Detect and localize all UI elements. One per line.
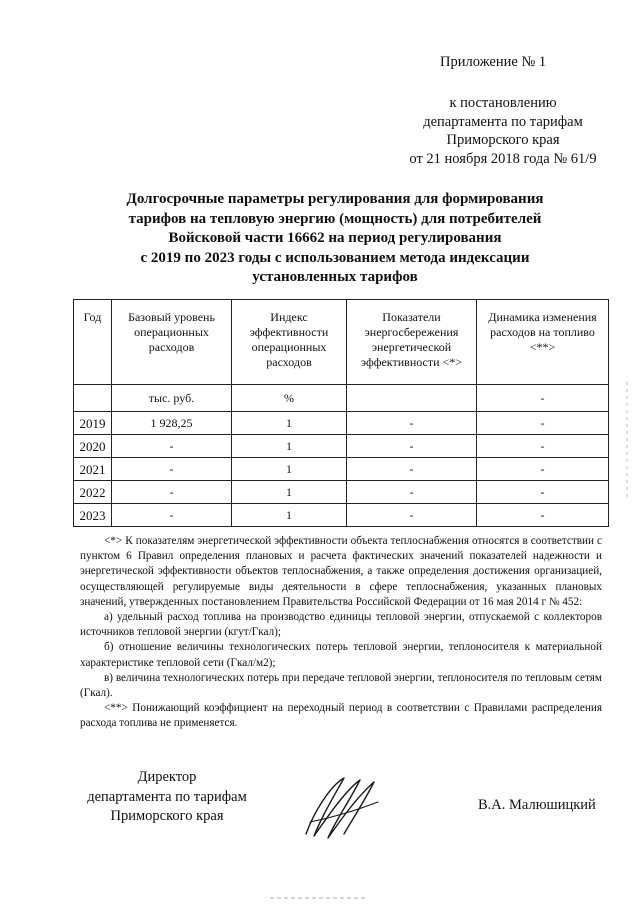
footnote-paragraph: а) удельный расход топлива на производство единицы тепловой энергии, отпускаемой с коллекторов источников тепловой энергии (кгут/Гкал); [80,611,602,639]
units-cell: тыс. руб. [112,385,232,412]
year-cell: 2020 [74,435,112,458]
table-cell: - [477,412,609,435]
table-cell: - [347,435,477,458]
footnotes [80,534,602,732]
table-cell: - [477,458,609,481]
decree-line: к постановлению [449,95,557,111]
table-cell: - [112,504,232,527]
footnote-paragraph: б) отношение величины технологических потерь тепловой энергии, теплоносителя к материальной характеристике тепловой сети (Гкал/м2); [80,641,602,669]
position-line: департамента по тарифам [87,788,247,805]
units-cell [347,385,477,412]
document-title [100,190,570,288]
header-cell-year: Год [74,300,112,385]
table-cell: 1 [232,412,347,435]
table-row [74,481,609,504]
table-row [74,412,609,435]
position-line: Директор [137,769,197,785]
header-cell-fuel-dynamics: Динамика изменения расходов на топливо <**> [477,300,609,385]
table-cell: 1 [232,504,347,527]
year-cell: 2022 [74,481,112,504]
table-cell: 1 [232,435,347,458]
header-cell-base-costs: Базовый уровень операционных расходов [112,300,232,385]
table-cell: - [112,481,232,504]
decree-reference [388,94,618,168]
title-line: Войсковой части 16662 на период регулирования [168,230,502,246]
table-cell: - [477,481,609,504]
year-cell: 2021 [74,458,112,481]
units-cell: % [232,385,347,412]
signatory-position [72,768,262,827]
header-cell-energy-saving: Показатели энергосбережения энергетической эффективности <*> [347,300,477,385]
title-line: установленных тарифов [252,269,418,285]
decree-line: департамента по тарифам [423,113,583,130]
table-header-row [74,300,609,385]
units-cell [74,385,112,412]
signatory-name: В.А. Малюшицкий [478,797,596,813]
footnote-paragraph: в) величина технологических потерь при передаче тепловой энергии, теплоносителя по тепловым сетям (Гкал). [80,671,602,700]
appendix-label: Приложение № 1 [440,54,547,70]
position-line: Приморского края [110,808,224,824]
table-cell: - [477,504,609,527]
title-line: Долгосрочные параметры регулирования для формирования [126,191,544,207]
handwritten-signature [300,772,382,842]
table-cell: - [347,504,477,527]
table-row [74,504,609,527]
table-cell: 1 [232,458,347,481]
title-line: с 2019 по 2023 годы с использованием метода индексации [140,249,530,266]
table-row [74,458,609,481]
units-cell: - [477,385,609,412]
table-units-row [74,385,609,412]
year-cell: 2023 [74,504,112,527]
footnote-paragraph: <**> Понижающий коэффициент на переходный период в соответствии с Правилами распределения расхода топлива не применяется. [80,702,602,730]
footnote-paragraph: <*> К показателям энергетической эффективности объекта теплоснабжения относятся в соответствии с пунктом 6 Правил определения плановых и расчета фактических значений показателей надежности и энергетической эффективности объектов теплоснабжения, а также определения достижения организацией, осуществляющей регулируемые виды деятельности в сфере теплоснабжения, указанных плановых значений, утвержденных постановлением Правительства Российской Федерации от 16 мая 2014 г № 452: [80,535,602,608]
table-cell: - [347,458,477,481]
scan-artifact-mark [268,895,368,901]
title-line: тарифов на тепловую энергию (мощность) для потребителей [128,210,542,227]
decree-line: Приморского края [446,132,560,148]
table-cell: 1 928,25 [112,412,232,435]
header-cell-efficiency-index: Индекс эффективности операционных расходов [232,300,347,385]
table-cell: - [112,458,232,481]
parameters-table [73,299,609,527]
table-row [74,435,609,458]
table-cell: - [347,412,477,435]
table-cell: - [347,481,477,504]
year-cell: 2019 [74,412,112,435]
table-cell: - [477,435,609,458]
scan-artifact-mark [622,380,632,500]
table-cell: - [112,435,232,458]
decree-line: от 21 ноября 2018 года № 61/9 [409,150,597,167]
table-cell: 1 [232,481,347,504]
